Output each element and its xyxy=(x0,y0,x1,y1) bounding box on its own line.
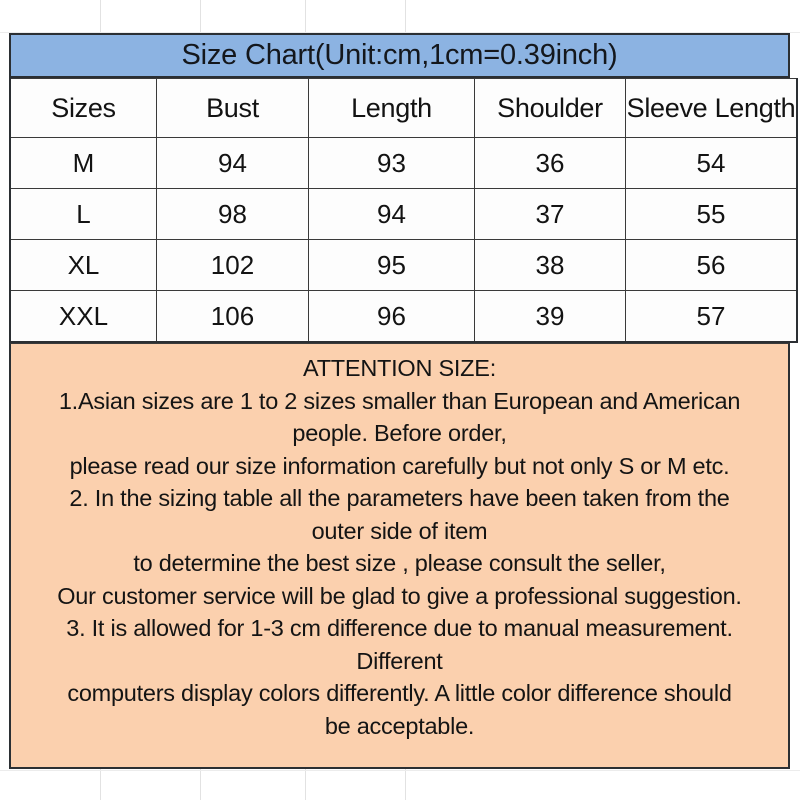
cell-length: 93 xyxy=(309,138,475,189)
cell-length: 96 xyxy=(309,291,475,343)
cell-bust: 98 xyxy=(157,189,309,240)
cell-sleeve-length: 55 xyxy=(626,189,798,240)
attention-line: Different xyxy=(356,647,443,674)
cell-length: 94 xyxy=(309,189,475,240)
table-row xyxy=(10,189,797,240)
cell-bust: 102 xyxy=(157,240,309,291)
column-header-sizes: Sizes xyxy=(10,79,157,138)
size-table xyxy=(9,78,798,343)
column-header-shoulder: Shoulder xyxy=(475,79,626,138)
cell-sleeve-length: 56 xyxy=(626,240,798,291)
attention-line: please read our size information carefully but not only S or M etc. xyxy=(69,452,730,479)
attention-line: 3. It is allowed for 1-3 cm difference due to manual measurement. xyxy=(66,615,733,641)
table-row xyxy=(10,291,797,343)
cell-length: 95 xyxy=(309,240,475,291)
cell-shoulder: 36 xyxy=(475,138,626,189)
cell-size: XL xyxy=(10,240,157,291)
grid-line-horizontal xyxy=(0,770,800,771)
attention-heading: ATTENTION SIZE: xyxy=(303,355,496,381)
cell-shoulder: 38 xyxy=(475,240,626,291)
cell-shoulder: 37 xyxy=(475,189,626,240)
attention-line: outer side of item xyxy=(311,517,488,544)
size-chart-block xyxy=(9,33,796,343)
attention-size-block xyxy=(9,343,790,769)
cell-shoulder: 39 xyxy=(475,291,626,343)
attention-line: 1.Asian sizes are 1 to 2 sizes smaller than European and American xyxy=(58,387,741,414)
table-row xyxy=(10,240,797,291)
cell-bust: 106 xyxy=(157,291,309,343)
attention-line: Our customer service will be glad to give a professional suggestion. xyxy=(57,582,742,609)
column-header-bust: Bust xyxy=(157,79,309,138)
cell-size: XXL xyxy=(10,291,157,343)
table-row xyxy=(10,138,797,189)
attention-line: computers display colors differently. A little color difference should xyxy=(67,680,732,706)
attention-line: to determine the best size , please consult the seller, xyxy=(133,550,666,576)
cell-sleeve-length: 57 xyxy=(626,291,798,343)
attention-line: people. Before order, xyxy=(292,420,507,446)
cell-bust: 94 xyxy=(157,138,309,189)
cell-sleeve-length: 54 xyxy=(626,138,798,189)
attention-line: be acceptable. xyxy=(324,712,475,739)
column-header-sleeve-length: Sleeve Length xyxy=(626,79,798,138)
cell-size: M xyxy=(10,138,157,189)
table-header-row xyxy=(10,79,797,138)
cell-size: L xyxy=(10,189,157,240)
attention-line: 2. In the sizing table all the parameters have been taken from the xyxy=(69,485,730,511)
column-header-length: Length xyxy=(309,79,475,138)
size-chart-title: Size Chart(Unit:cm,1cm=0.39inch) xyxy=(9,33,790,78)
